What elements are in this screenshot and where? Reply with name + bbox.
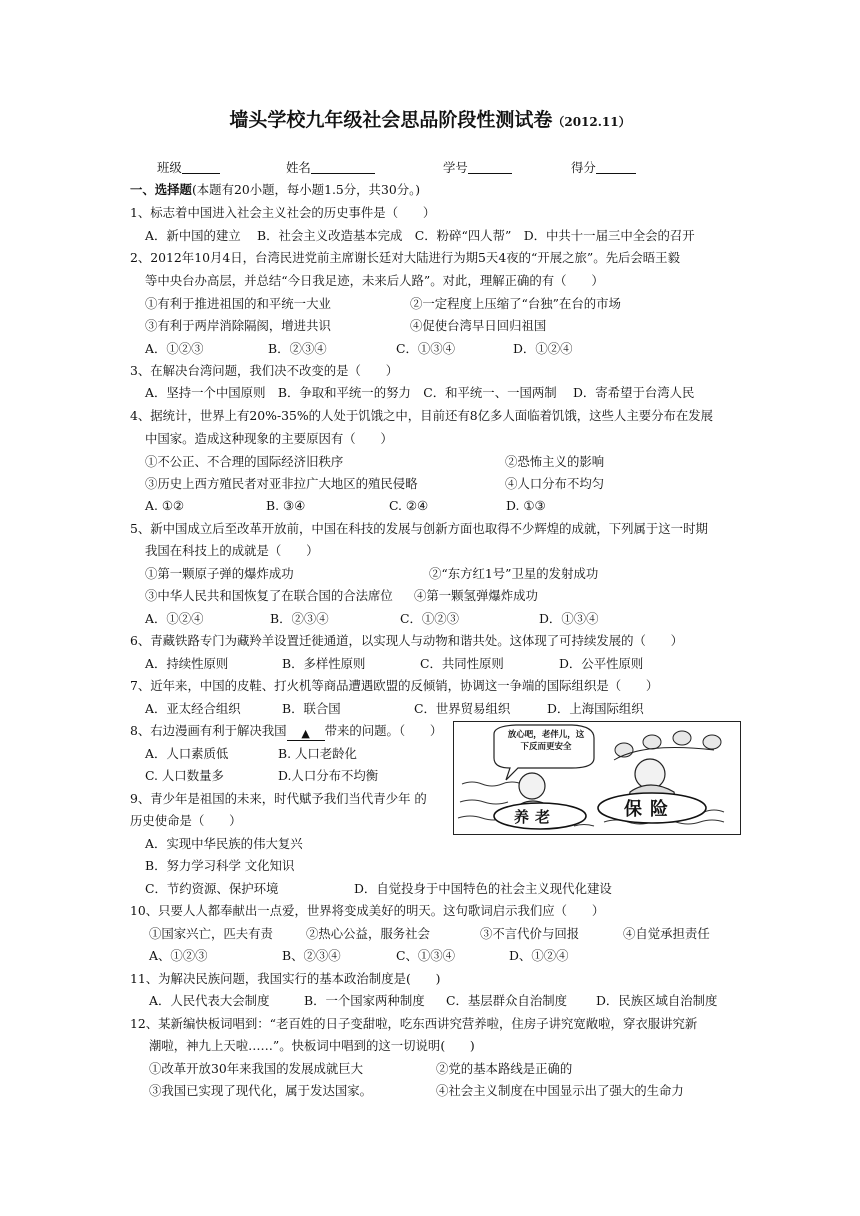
q11-option-c: C．基层群众自治制度 [446,993,567,1008]
q12-item-4: ④社会主义制度在中国显示出了强大的生命力 [436,1083,684,1098]
exam-title [0,105,860,132]
q8-stem-part2: 带来的问题。（ ） [324,723,443,738]
q10-item-1: ①国家兴亡，匹夫有责 [149,926,273,941]
q4-item-1: ①不公正、不合理的国际经济旧秩序 [145,454,344,469]
q2-stem-2: 等中央台办高层，并总结“今日我足迹，未来后人路”。对此，理解正确的有（ ） [145,273,604,288]
q7-option-a: A．亚太经合组织 [145,701,241,716]
q12-item-2: ②党的基本路线是正确的 [436,1061,573,1076]
q2-option-d: D．①②④ [513,341,573,356]
id-blank[interactable] [468,160,512,174]
q10-option-c: C、①③④ [396,948,456,963]
q4-item-2: ②恐怖主义的影响 [505,454,605,469]
class-label: 班级 [157,160,182,175]
q7-option-b: B．联合国 [282,701,341,716]
q5-option-b: B．②③④ [270,611,329,626]
q4-option-c: C. ②④ [389,498,429,513]
score-field [571,159,636,177]
q6-option-c: C．共同性原则 [420,656,504,671]
q8-option-d: D.人口分布不均衡 [278,768,379,783]
q8-option-b: B. 人口老龄化 [278,746,357,761]
q5-item-4: ④第一颗氢弹爆炸成功 [414,588,538,603]
q5-item-2: ②“东方红1号”卫星的发射成功 [429,566,599,581]
q8-stem-part1: 8、右边漫画有利于解决我国 [130,723,287,738]
q11-option-a: A．人民代表大会制度 [149,993,270,1008]
q5-stem-1: 5、新中国成立后至改革开放前，中国在科技的发展与创新方面也取得不少辉煌的成就，下列属于这一时期 [130,521,708,536]
triangle-symbol: ▲ [301,727,310,740]
q2-stem-1: 2、2012年10月4日，台湾民进党前主席谢长廷对大陆进行为期5天4夜的“开展之旅”。先后会晤王毅 [130,250,680,265]
score-blank[interactable] [596,160,636,174]
q10-stem: 10、只要人人都奉献出一点爱，世界将变成美好的明天。这句歌词启示我们应（ ） [130,903,605,918]
section-name: 一、选择题 [130,182,192,197]
cartoon-drawing [454,722,740,834]
q7-option-d: D．上海国际组织 [547,701,644,716]
q3-stem: 3、在解决台湾问题，我们决不改变的是（ ） [130,363,399,378]
name-field [286,159,375,177]
q10-item-2: ②热心公益，服务社会 [306,926,430,941]
q2-item-3: ③有利于两岸消除隔阂，增进共识 [145,318,331,333]
q10-option-a: A、①②③ [149,948,208,963]
q9-option-c: C．节约资源、保护环境 [145,881,279,896]
q5-option-c: C．①②③ [400,611,460,626]
ring-label-right: 保险 [624,799,676,820]
q5-option-d: D．①③④ [539,611,599,626]
id-field [443,159,512,177]
q2-option-b: B．②③④ [268,341,327,356]
q1-stem: 1、标志着中国进入社会主义社会的历史事件是（ ） [130,205,436,220]
q2-item-2: ②一定程度上压缩了“台独”在台的市场 [410,296,621,311]
q9-option-b: B．努力学习科学 文化知识 [145,858,295,873]
q10-option-b: B、②③④ [282,948,341,963]
q2-option-c: C．①③④ [396,341,456,356]
q6-option-b: B．多样性原则 [282,656,366,671]
q6-option-a: A．持续性原则 [145,656,229,671]
q7-stem: 7、近年来，中国的皮鞋、打火机等商品遭遇欧盟的反倾销，协调这一争端的国际组织是（ ） [130,678,659,693]
q2-item-4: ④促使台湾早日回归祖国 [410,318,547,333]
q12-item-1: ①改革开放30年来我国的发展成就巨大 [149,1061,364,1076]
q10-item-4: ④自觉承担责任 [623,926,710,941]
q4-item-3: ③历史上西方殖民者对亚非拉广大地区的殖民侵略 [145,476,418,491]
title-date: （2012.11） [552,115,631,129]
ring-label-left: 养老 [514,808,557,826]
section-heading [130,181,420,199]
q5-option-a: A．①②④ [145,611,204,626]
class-field [157,159,220,177]
cartoon-illustration [453,721,741,835]
q4-stem-2: 中国家。造成这种现象的主要原因有（ ） [145,431,393,446]
q4-option-b: B. ③④ [266,498,306,513]
q9-stem-1: 9、青少年是祖国的未来，时代赋予我们当代青少年 的 [130,791,427,806]
q2-option-a: A．①②③ [145,341,204,356]
q4-item-4: ④人口分布不均匀 [505,476,605,491]
q5-item-3: ③中华人民共和国恢复了在联合国的合法席位 [145,588,393,603]
q8-option-a: A．人口素质低 [145,746,229,761]
q9-stem-2: 历史使命是（ ） [130,813,242,828]
q11-option-b: B．一个国家两种制度 [304,993,425,1008]
q10-option-d: D、①②④ [509,948,569,963]
q11-option-d: D．民族区域自治制度 [596,993,718,1008]
q9-option-d: D．自觉投身于中国特色的社会主义现代化建设 [354,881,612,896]
q2-item-1: ①有利于推进祖国的和平统一大业 [145,296,331,311]
q11-stem: 11、为解决民族问题，我国实行的基本政治制度是( ) [130,971,441,986]
cartoon-speech: 放心吧，老伴儿，这下反而更安全 [507,730,585,752]
q4-option-a: A. ①② [145,498,185,513]
score-label: 得分 [571,160,596,175]
name-blank[interactable] [311,160,375,174]
q12-stem-1: 12、某新编快板词唱到：“老百姓的日子变甜啦，吃东西讲究营养啦，住房子讲究宽敞啦，穿衣服讲究新 [130,1016,698,1031]
q4-stem-1: 4、据统计，世界上有20%-35%的人处于饥饿之中，目前还有8亿多人面临着饥饿，这些人主要分布在发展 [130,408,714,423]
q12-item-3: ③我国已实现了现代化，属于发达国家。 [149,1083,373,1098]
section-desc: (本题有20小题，每小题1.5分，共30分。) [191,182,421,197]
q12-stem-2: 潮啦，神九上天啦……”。快板词中唱到的这一切说明( ) [149,1038,475,1053]
id-label: 学号 [443,160,468,175]
q5-item-1: ①第一颗原子弹的爆炸成功 [145,566,294,581]
q3-options: A．坚持一个中国原则 B．争取和平统一的努力 C．和平统一、一国两制 D．寄希望于台湾人民 [145,385,695,400]
q8-stem [130,722,442,741]
q7-option-c: C．世界贸易组织 [414,701,511,716]
q5-stem-2: 我国在科技上的成就是（ ） [145,543,319,558]
title-text: 墙头学校九年级社会思品阶段性测试卷 [229,109,553,131]
class-blank[interactable] [182,160,220,174]
q8-option-c: C. 人口数量多 [145,768,224,783]
q9-option-a: A．实现中华民族的伟大复兴 [145,836,303,851]
q6-option-d: D．公平性原则 [559,656,644,671]
q6-stem: 6、青藏铁路专门为藏羚羊设置迁徙通道，以实现人与动物和谐共处。这体现了可持续发展的（ ） [130,633,684,648]
q4-option-d: D. ①③ [506,498,546,513]
q1-options: A．新中国的建立 B．社会主义改造基本完成 C．粉碎“四人帮” D．中共十一届三中全会的召开 [145,228,695,243]
q8-blank [287,725,325,741]
name-label: 姓名 [286,160,311,175]
q10-item-3: ③不言代价与回报 [480,926,580,941]
